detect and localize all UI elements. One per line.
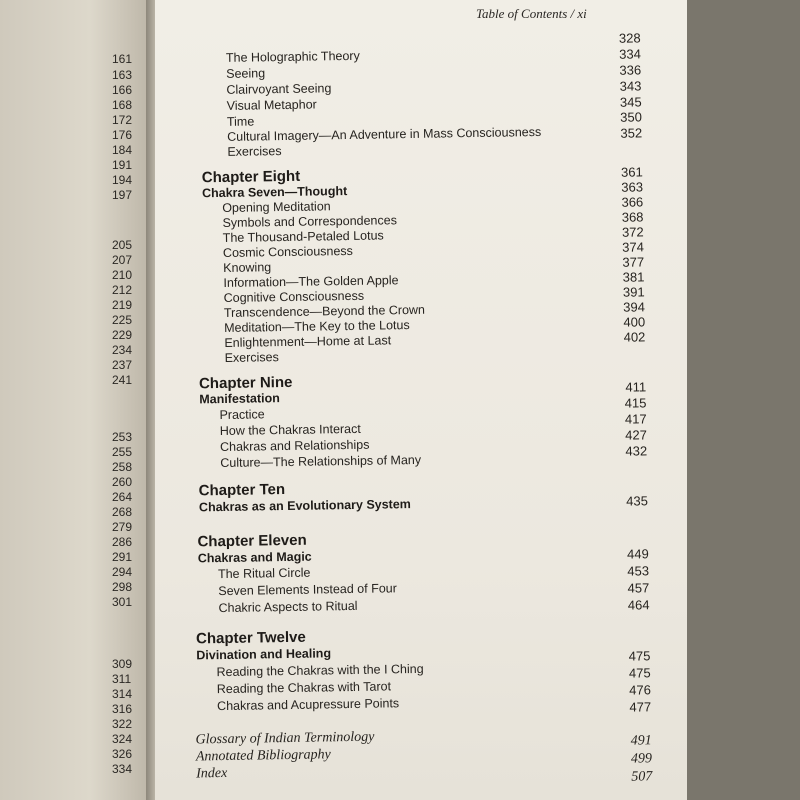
toc-entry: Chakric Aspects to Ritual bbox=[218, 598, 358, 616]
page-number: 449 bbox=[626, 546, 649, 562]
left-page-number: 326 bbox=[112, 747, 133, 761]
page-number: 415 bbox=[624, 395, 647, 411]
left-page-number: 212 bbox=[112, 283, 133, 297]
left-page-number: 207 bbox=[112, 253, 133, 267]
left-page-number: 237 bbox=[112, 358, 133, 372]
left-page-number: 253 bbox=[112, 430, 133, 444]
left-page-number: 163 bbox=[112, 68, 133, 82]
left-page-number: 268 bbox=[112, 505, 133, 519]
toc-entry: Exercises bbox=[224, 350, 279, 365]
toc-entry: The Thousand-Petaled Lotus bbox=[222, 228, 384, 245]
page-number: 499 bbox=[630, 751, 653, 767]
left-page-number: 176 bbox=[112, 128, 133, 142]
left-page-number: 197 bbox=[112, 188, 133, 202]
chapter-title: Chapter Nine bbox=[198, 373, 293, 393]
page-number: 464 bbox=[627, 597, 650, 613]
toc-entry: Reading the Chakras with the I Ching bbox=[216, 661, 424, 680]
toc-entry: Meditation—The Key to the Lotus bbox=[224, 318, 410, 335]
left-page-number: 172 bbox=[112, 113, 133, 127]
left-page-number: 309 bbox=[112, 657, 133, 671]
page-number: 457 bbox=[627, 580, 650, 596]
toc-entry: Culture—The Relationships of Many bbox=[220, 452, 422, 471]
page-number: 345 bbox=[619, 94, 642, 110]
page-number: 368 bbox=[621, 209, 644, 225]
back-matter-entry: Annotated Bibliography bbox=[195, 747, 331, 765]
chapter-subtitle: Manifestation bbox=[199, 391, 280, 407]
chapter-subtitle: Chakras as an Evolutionary System bbox=[198, 497, 411, 515]
left-page-number: 166 bbox=[112, 83, 133, 97]
toc-entry: Information—The Golden Apple bbox=[223, 273, 399, 290]
toc-entry: Symbols and Correspondences bbox=[222, 213, 398, 230]
left-page-number: 210 bbox=[112, 268, 133, 282]
left-page-number: 205 bbox=[112, 238, 133, 252]
page-number: 427 bbox=[625, 427, 648, 443]
page-number: 328 bbox=[618, 30, 641, 46]
chapter-title: Chapter Eleven bbox=[197, 531, 307, 551]
left-page-number: 279 bbox=[112, 520, 133, 534]
left-page-number: 194 bbox=[112, 173, 133, 187]
page-number: 435 bbox=[626, 493, 649, 509]
chapter-subtitle: Chakras and Magic bbox=[197, 549, 312, 566]
left-page-number: 316 bbox=[112, 702, 133, 716]
page-number: 411 bbox=[625, 379, 647, 395]
toc-entry: Reading the Chakras with Tarot bbox=[216, 679, 392, 697]
left-page-number: 184 bbox=[112, 143, 133, 157]
chapter-subtitle: Chakra Seven—Thought bbox=[201, 184, 348, 201]
page-number: 361 bbox=[620, 164, 643, 180]
left-page-number: 255 bbox=[112, 445, 133, 459]
toc-entry: Enlightenment—Home at Last bbox=[224, 333, 392, 350]
toc-entry: Opening Meditation bbox=[222, 199, 331, 215]
toc-entry: Seeing bbox=[226, 66, 266, 81]
back-matter-entry: Index bbox=[196, 765, 228, 782]
page-number: 372 bbox=[621, 224, 644, 240]
toc-entry: How the Chakras Interact bbox=[219, 421, 361, 439]
left-page-number: 291 bbox=[112, 550, 133, 564]
back-matter-entry: Glossary of Indian Terminology bbox=[195, 729, 375, 748]
left-page bbox=[0, 0, 150, 800]
left-page-number: 294 bbox=[112, 565, 133, 579]
page-number: 507 bbox=[631, 769, 653, 785]
toc-entry: Transcendence—Beyond the Crown bbox=[223, 302, 426, 320]
toc-entry: Cultural Imagery—An Adventure in Mass Consciousness bbox=[227, 124, 542, 144]
left-page-number: 161 bbox=[112, 52, 133, 66]
page-number: 475 bbox=[628, 665, 651, 681]
left-page-number: 286 bbox=[112, 535, 133, 549]
left-page-number: 225 bbox=[112, 313, 133, 327]
left-page-number: 241 bbox=[112, 373, 133, 387]
left-page-number: 191 bbox=[112, 158, 133, 172]
running-head: Table of Contents / xi bbox=[476, 6, 587, 21]
page-number: 400 bbox=[623, 314, 646, 330]
left-page-number: 219 bbox=[112, 298, 133, 312]
page-number: 343 bbox=[619, 78, 642, 94]
toc-entry: Chakras and Acupressure Points bbox=[216, 696, 400, 714]
left-page-number: 314 bbox=[112, 687, 133, 701]
page-number: 366 bbox=[621, 194, 644, 210]
chapter-title: Chapter Ten bbox=[198, 481, 286, 500]
toc-content bbox=[155, 0, 700, 800]
toc-entry: Practice bbox=[219, 407, 265, 423]
left-page-number: 324 bbox=[112, 732, 133, 746]
page-number: 491 bbox=[630, 733, 652, 749]
page-number: 477 bbox=[629, 699, 652, 715]
page-number: 453 bbox=[627, 563, 650, 579]
left-page-number: 234 bbox=[112, 343, 133, 357]
toc-entry: Time bbox=[226, 114, 255, 129]
page-number: 391 bbox=[622, 284, 645, 300]
left-page-number: 168 bbox=[112, 98, 133, 112]
page-number: 476 bbox=[629, 682, 652, 698]
page-number: 350 bbox=[620, 109, 643, 125]
left-page-number: 322 bbox=[112, 717, 133, 731]
page-number: 475 bbox=[628, 648, 651, 664]
page-number: 402 bbox=[623, 329, 646, 345]
page-number: 377 bbox=[622, 254, 645, 270]
toc-entry: Exercises bbox=[227, 144, 282, 159]
page-number: 363 bbox=[621, 179, 644, 195]
left-page-number: 258 bbox=[112, 460, 133, 474]
left-page-number: 264 bbox=[112, 490, 133, 504]
left-page-number: 334 bbox=[112, 762, 133, 776]
toc-entry: Clairvoyant Seeing bbox=[226, 81, 332, 97]
toc-entry: The Ritual Circle bbox=[217, 565, 311, 582]
page-number: 381 bbox=[622, 269, 645, 285]
toc-entry: Visual Metaphor bbox=[226, 97, 317, 113]
left-page-number: 301 bbox=[112, 595, 133, 609]
background bbox=[687, 0, 800, 800]
left-page-number: 229 bbox=[112, 328, 133, 342]
page-number: 432 bbox=[625, 443, 648, 459]
page-number: 394 bbox=[623, 299, 645, 315]
toc-entry: Cognitive Consciousness bbox=[223, 288, 365, 305]
page-number: 417 bbox=[624, 411, 647, 427]
chapter-subtitle: Divination and Healing bbox=[196, 646, 332, 663]
toc-entry: Chakras and Relationships bbox=[219, 437, 370, 455]
toc-entry: Cosmic Consciousness bbox=[222, 243, 353, 260]
toc-entry: Seven Elements Instead of Four bbox=[218, 581, 397, 599]
chapter-title: Chapter Eight bbox=[201, 167, 301, 187]
page-number: 352 bbox=[620, 125, 643, 141]
page-number: 374 bbox=[622, 239, 645, 255]
page-number: 334 bbox=[619, 46, 642, 62]
toc-entry: The Holographic Theory bbox=[225, 48, 360, 65]
left-page-number: 260 bbox=[112, 475, 133, 489]
chapter-title: Chapter Twelve bbox=[195, 628, 306, 648]
left-page-number: 298 bbox=[112, 580, 133, 594]
left-page-number: 311 bbox=[112, 672, 132, 686]
toc-entry: Knowing bbox=[223, 260, 272, 275]
page-number: 336 bbox=[619, 62, 642, 78]
